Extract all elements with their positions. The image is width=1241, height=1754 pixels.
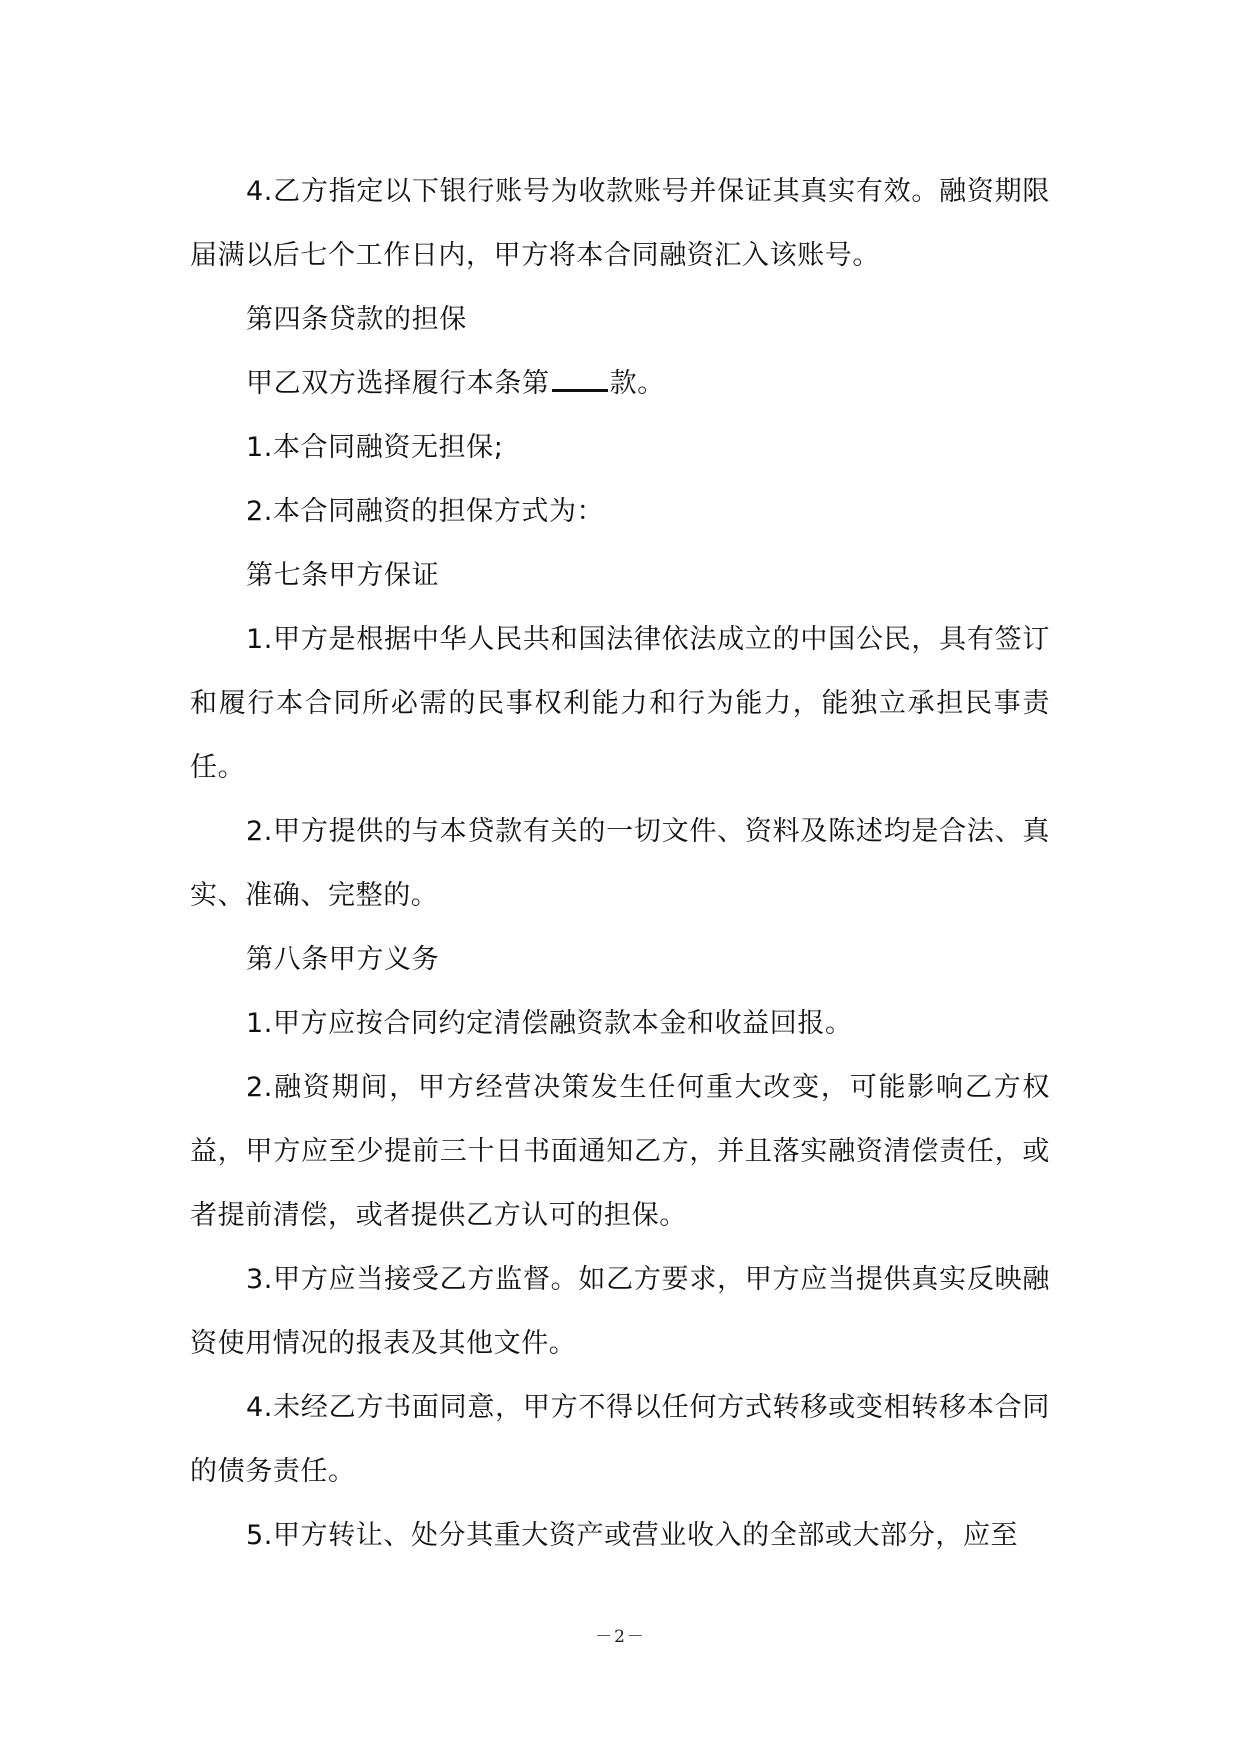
- paragraph-obligation-5: 5.甲方转让、处分其重大资产或营业收入的全部或大部分，应至: [246, 1520, 1019, 1551]
- paragraph-account-clause: 4.乙方指定以下银行账号为收款账号并保证其真实有效。融资期限届满以后七个工作日内，甲方将本合同融资汇入该账号。: [190, 176, 1050, 271]
- paragraph-obligation-3: 3.甲方应当接受乙方监督。如乙方要求，甲方应当提供真实反映融资使用情况的报表及其他文件。: [190, 1264, 1050, 1359]
- clause-choice-before: 甲乙双方选择履行本条第: [246, 368, 550, 399]
- paragraph-warranty-1: 1.甲方是根据中华人民共和国法律依法成立的中国公民，具有签订和履行本合同所必需的民事权利能力和行为能力，能独立承担民事责任。: [190, 624, 1050, 783]
- heading-article-8-party-a-obligations: 第八条甲方义务: [246, 944, 440, 975]
- paragraph-warranty-2: 2.甲方提供的与本贷款有关的一切文件、资料及陈述均是合法、真实、准确、完整的。: [190, 816, 1050, 911]
- paragraph-no-guarantee: 1.本合同融资无担保;: [246, 432, 504, 463]
- heading-article-7-party-a-warranty: 第七条甲方保证: [246, 560, 440, 591]
- clause-choice-after: 款。: [609, 368, 665, 399]
- paragraph-obligation-4: 4.未经乙方书面同意，甲方不得以任何方式转移或变相转移本合同的债务责任。: [190, 1392, 1050, 1487]
- paragraph-clause-choice: [190, 352, 1050, 416]
- paragraph-guarantee-method: 2.本合同融资的担保方式为：: [246, 496, 605, 527]
- clause-number-blank: [552, 369, 608, 392]
- heading-article-4-loan-guarantee: 第四条贷款的担保: [246, 304, 467, 335]
- document-body: [190, 160, 1050, 1568]
- paragraph-obligation-2: 2.融资期间，甲方经营决策发生任何重大改变，可能影响乙方权益，甲方应至少提前三十日书面通知乙方，并且落实融资清偿责任，或者提前清偿，或者提供乙方认可的担保。: [190, 1072, 1050, 1231]
- paragraph-obligation-1: 1.甲方应按合同约定清偿融资款本金和收益回报。: [246, 1008, 853, 1039]
- page-number: －2－: [595, 1627, 646, 1647]
